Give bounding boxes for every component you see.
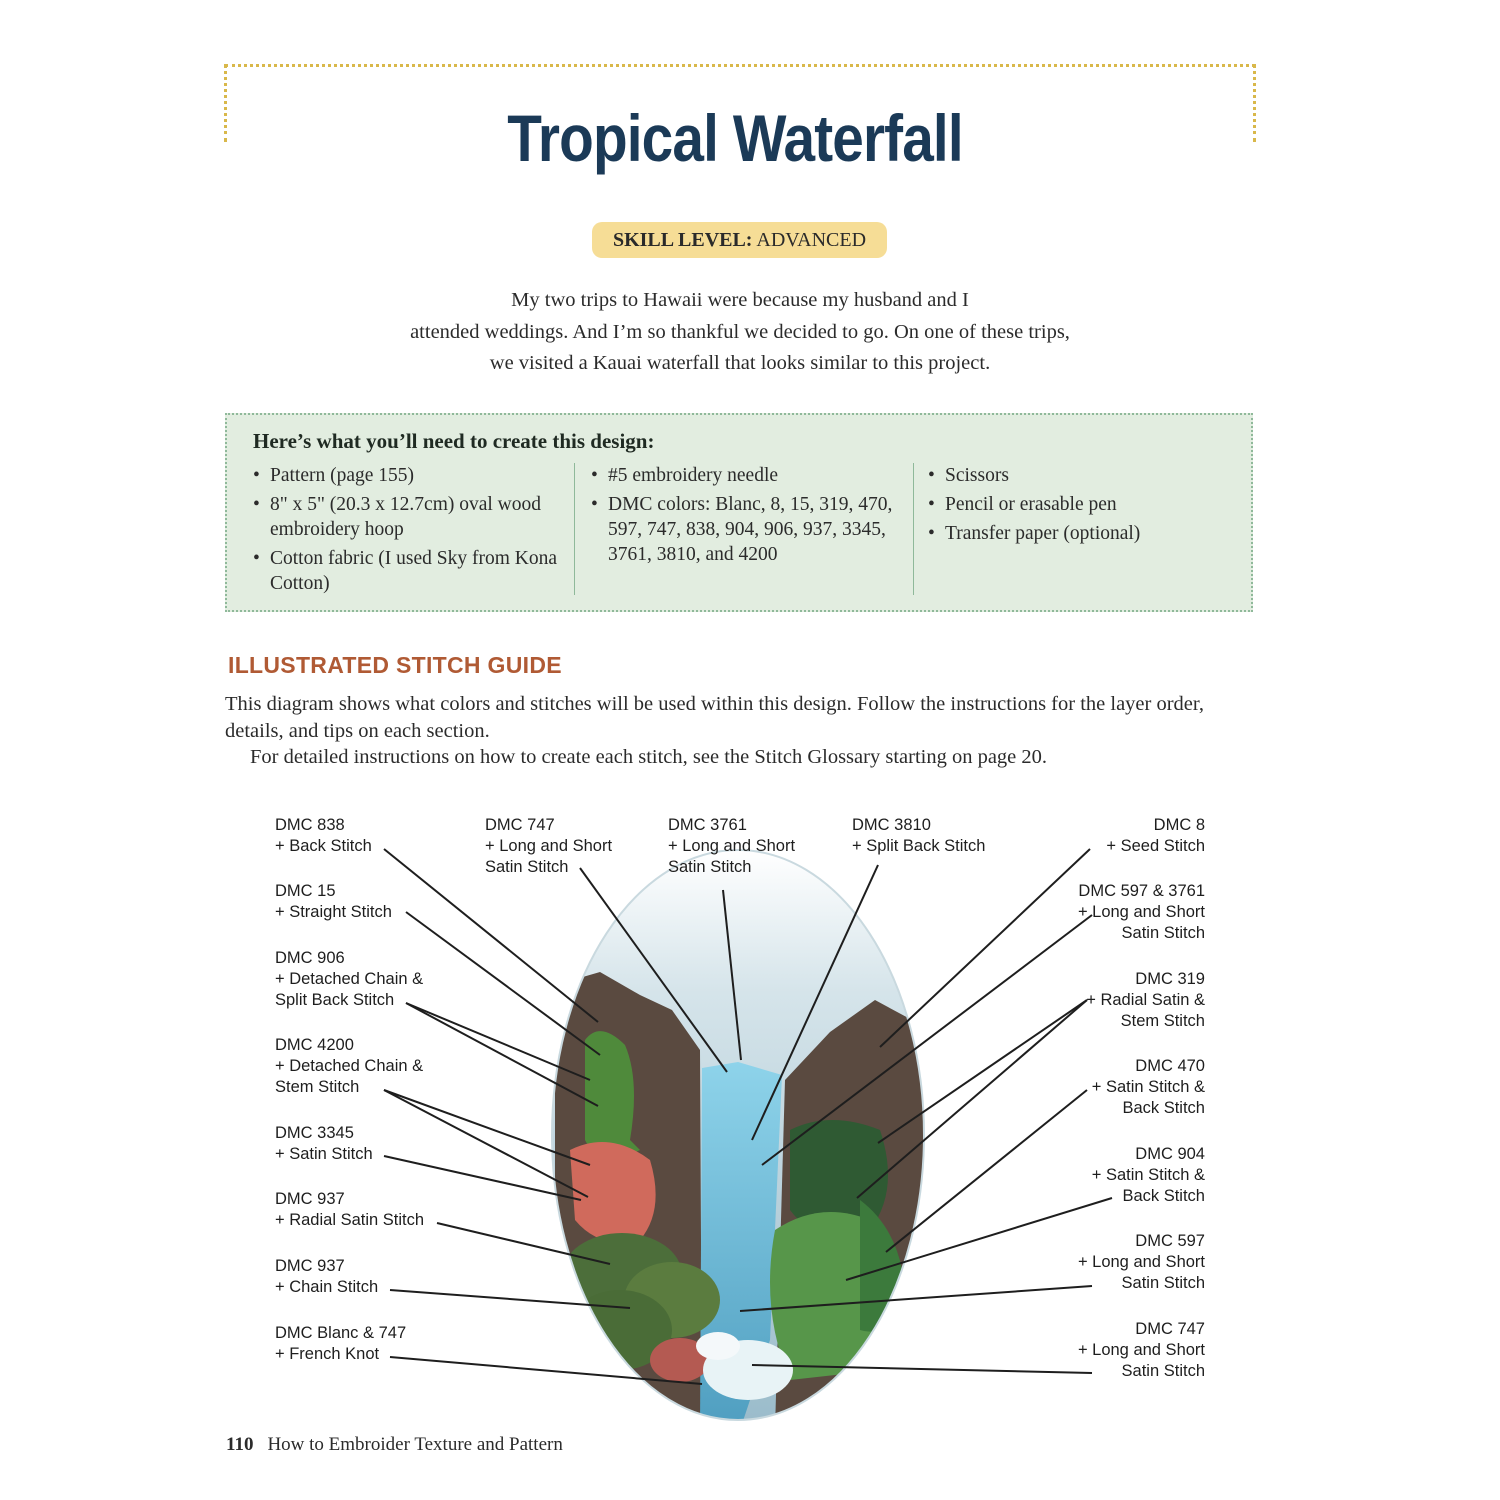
stitch-label-line: DMC 3345 [275, 1124, 354, 1142]
stitch-label [1092, 1144, 1205, 1207]
stitch-label-line: DMC 747 [485, 816, 555, 834]
stitch-label [275, 948, 423, 1011]
stitch-label-line: DMC 319 [1135, 970, 1205, 988]
stitch-label-line: DMC 906 [275, 949, 345, 967]
page-footer [226, 1434, 563, 1456]
stitch-label-line: Satin Stitch [668, 858, 752, 876]
stitch-label-line: + Satin Stitch [275, 1145, 373, 1163]
materials-item: • Pattern (page 155) [252, 463, 572, 488]
stitch-label-line: + Long and Short [1077, 1253, 1205, 1271]
stitch-label-line: Stem Stitch [275, 1078, 360, 1096]
water-foam [696, 1332, 740, 1360]
stitch-label-line: DMC 747 [1135, 1320, 1205, 1338]
stitch-label-line: + Seed Stitch [1106, 837, 1205, 855]
stitch-label-line: DMC 937 [275, 1190, 345, 1208]
stitch-label [275, 815, 372, 857]
stitch-label-line: DMC 3761 [668, 816, 747, 834]
stitch-label-line: + Satin Stitch & [1091, 1078, 1205, 1096]
stitch-label [852, 815, 985, 857]
stitch-label-line: DMC 597 & 3761 [1078, 882, 1205, 900]
stitch-label-line: DMC 8 [1153, 816, 1205, 834]
stitch-label-line: + Long and Short [1077, 903, 1205, 921]
materials-item: • Transfer paper (optional) [927, 521, 1227, 546]
page-title: Tropical Waterfall [507, 101, 963, 175]
materials-item: • DMC colors: Blanc, 8, 15, 319, 470, 597, 747, 838, 904, 906, 937, 3345, 3761, 3810, and 4200 [590, 492, 910, 567]
stitch-label-line: + Detached Chain & [275, 970, 424, 988]
stitch-label-line: + Long and Short [485, 837, 613, 855]
stitch-label-line: DMC 3810 [852, 816, 931, 834]
intro-line: attended weddings. And I’m so thankful we decided to go. On one of these trips, [410, 320, 1070, 343]
stitch-label-line: + Radial Satin Stitch [275, 1211, 425, 1229]
stitch-label-line: Satin Stitch [485, 858, 569, 876]
stitch-label-line: DMC 597 [1135, 1232, 1205, 1250]
stitch-label-line: Back Stitch [1122, 1187, 1205, 1205]
stitch-label-line: + Chain Stitch [275, 1278, 379, 1296]
stitch-label-line: DMC 15 [275, 882, 336, 900]
stitch-guide-paragraph: This diagram shows what colors and stitches will be used within this design. Follow the instructions for the layer order, details, and tips on each section. [225, 693, 1205, 742]
stitch-label-line: + Long and Short [668, 837, 796, 855]
stitch-label-line: + Long and Short [1077, 1341, 1205, 1359]
stitch-label-line: + Straight Stitch [275, 903, 392, 921]
stitch-label [1106, 815, 1205, 857]
stitch-guide-heading: ILLUSTRATED STITCH GUIDE [228, 652, 562, 678]
stitch-guide-paragraph-2: For detailed instructions on how to create each stitch, see the Stitch Glossary starting on page 20. [250, 746, 1048, 768]
stitch-label [1078, 881, 1205, 944]
stitch-label-line: DMC 937 [275, 1257, 345, 1275]
stitch-label [485, 815, 612, 878]
stitch-label-line: Satin Stitch [1121, 1362, 1205, 1380]
stitch-label-line: DMC 838 [275, 816, 345, 834]
stitch-label-line: DMC 470 [1135, 1057, 1205, 1075]
stitch-label-line: + Radial Satin & [1086, 991, 1205, 1009]
stitch-label-line: + Detached Chain & [275, 1057, 424, 1075]
stitch-label [275, 881, 392, 923]
stitch-label [275, 1123, 373, 1165]
stitch-label [275, 1256, 378, 1298]
stitch-label [1092, 1056, 1205, 1119]
stitch-label [1086, 969, 1205, 1032]
stitch-label-line: Split Back Stitch [275, 991, 395, 1009]
stitch-label [275, 1035, 423, 1098]
stitch-label [1078, 1231, 1205, 1294]
stitch-label-line: DMC Blanc & 747 [275, 1324, 407, 1342]
stitch-label-line: DMC 904 [1135, 1145, 1205, 1163]
stitch-label [1078, 1319, 1205, 1382]
stitch-label-line: + French Knot [275, 1345, 380, 1363]
stitch-label-line: + Back Stitch [275, 837, 372, 855]
book-title: How to Embroider Texture and Pattern [267, 1434, 563, 1455]
skill-level-value: ADVANCED [756, 229, 867, 251]
stitch-label-line: + Split Back Stitch [852, 837, 986, 855]
stitch-label-line: Back Stitch [1122, 1099, 1205, 1117]
materials-item: • Cotton fabric (I used Sky from Kona Cotton) [252, 546, 572, 596]
materials-item: • Pencil or erasable pen [927, 492, 1227, 517]
stitch-label [275, 1323, 406, 1365]
red-leaves [570, 1142, 656, 1243]
materials-item: • 8" x 5" (20.3 x 12.7cm) oval wood embroidery hoop [252, 492, 572, 542]
materials-heading: Here’s what you’ll need to create this design: [253, 429, 655, 453]
stitch-label [275, 1189, 424, 1231]
stitch-label-line: DMC 4200 [275, 1036, 354, 1054]
stitch-label-line: Satin Stitch [1121, 1274, 1205, 1292]
materials-item: • Scissors [927, 463, 1227, 488]
materials-item: • #5 embroidery needle [590, 463, 910, 488]
intro-line: we visited a Kauai waterfall that looks similar to this project. [489, 352, 991, 374]
skill-level-label: SKILL LEVEL: [612, 229, 753, 251]
stitch-label [668, 815, 795, 878]
intro-line: My two trips to Hawaii were because my husband and I [511, 289, 969, 311]
stitch-label-line: Stem Stitch [1120, 1012, 1205, 1030]
stitch-label-line: Satin Stitch [1121, 924, 1205, 942]
stitch-label-line: + Satin Stitch & [1091, 1166, 1205, 1184]
page-number: 110 [226, 1434, 254, 1455]
